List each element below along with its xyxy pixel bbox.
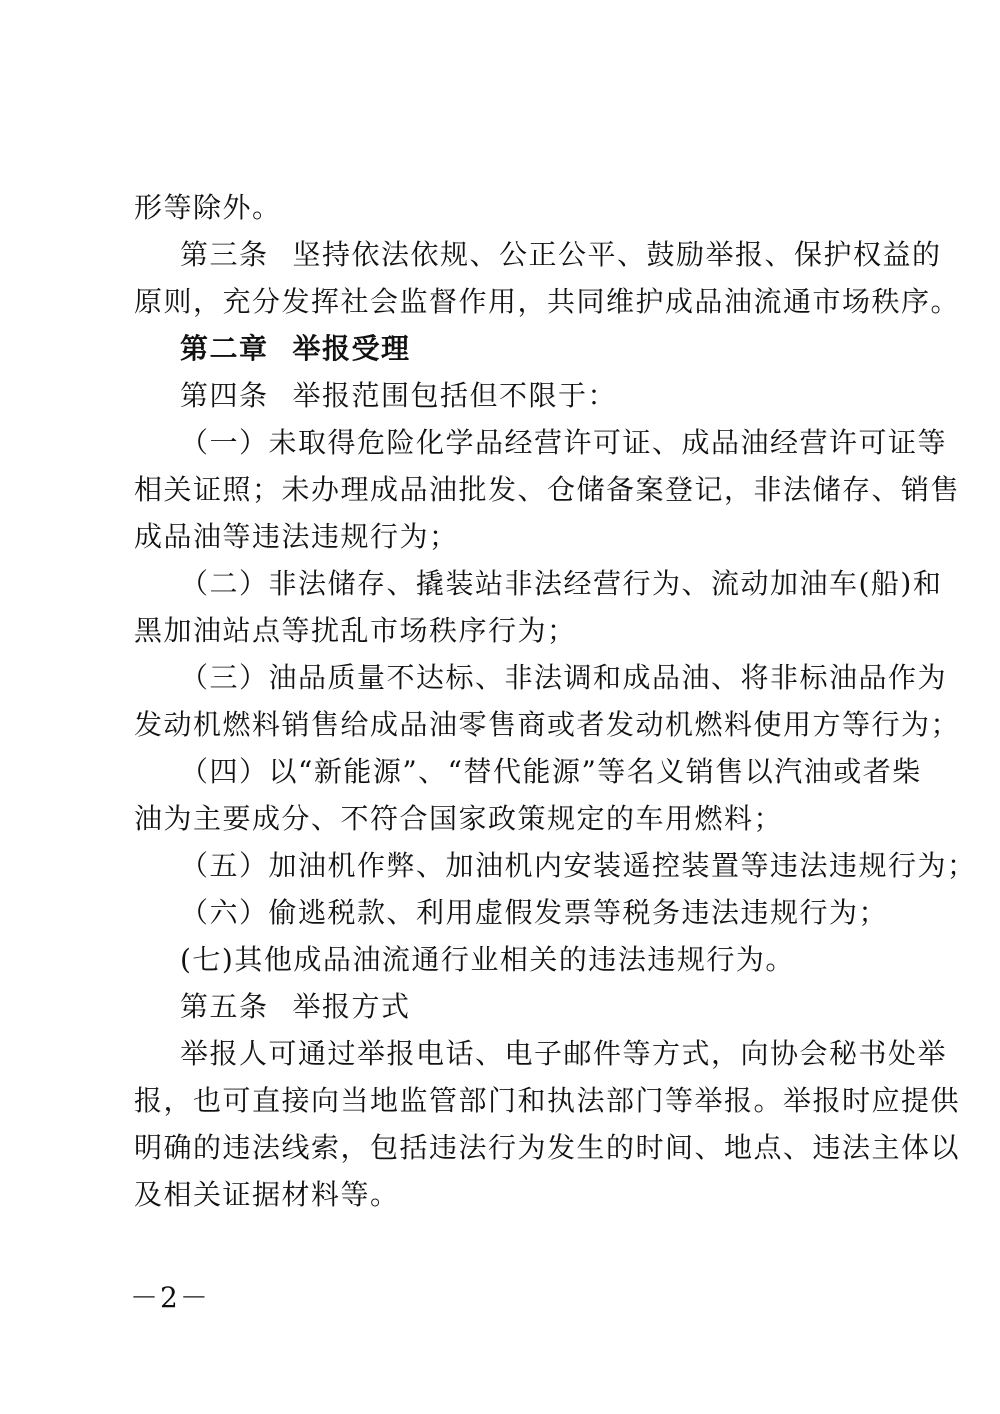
list-item-line: （四）以“新能源”、“替代能源”等名义销售以汽油或者柴: [180, 755, 922, 788]
paragraph-line: 举报人可通过举报电话、电子邮件等方式，向协会秘书处举: [180, 1037, 948, 1070]
article-text: 坚持依法依规、公正公平、鼓励举报、保护权益的: [292, 238, 942, 271]
article-4-first-line: [180, 376, 617, 416]
list-item-line: （三）油品质量不达标、非法调和成品油、将非标油品作为: [180, 661, 948, 694]
article-5-first-line: [180, 987, 411, 1027]
list-item-line: (七)其他成品油流通行业相关的违法违规行为。: [180, 943, 795, 976]
page-number: －2－: [130, 1281, 210, 1314]
text-line: 相关证照；未办理成品油批发、仓储备案登记，非法储存、销售: [134, 473, 961, 506]
text-line: 及相关证据材料等。: [134, 1178, 400, 1211]
chapter-heading: [180, 329, 411, 369]
text-line: 明确的违法线索，包括违法行为发生的时间、地点、违法主体以: [134, 1131, 961, 1164]
text-line: 油为主要成分、不符合国家政策规定的车用燃料；: [134, 802, 784, 835]
article-label: 第四条: [180, 379, 269, 412]
text-line: 发动机燃料销售给成品油零售商或者发动机燃料使用方等行为；: [134, 708, 961, 741]
article-text: 举报方式: [292, 990, 411, 1023]
chapter-label: 第二章: [180, 332, 269, 365]
text-line: 成品油等违法违规行为；: [134, 520, 459, 553]
list-item-line: （六）偷逃税款、利用虚假发票等税务违法违规行为；: [180, 896, 889, 929]
text-line: 黑加油站点等扰乱市场秩序行为；: [134, 614, 577, 647]
list-item-line: （一）未取得危险化学品经营许可证、成品油经营许可证等: [180, 426, 948, 459]
text-line: 形等除外。: [134, 191, 282, 224]
list-item-line: （二）非法储存、撬装站非法经营行为、流动加油车(船)和: [180, 567, 943, 600]
chapter-title: 举报受理: [292, 332, 411, 365]
text-line: 报，也可直接向当地监管部门和执法部门等举报。举报时应提供: [134, 1084, 961, 1117]
article-3-first-line: [180, 235, 942, 275]
article-text: 举报范围包括但不限于：: [292, 379, 618, 412]
article-label: 第三条: [180, 238, 269, 271]
text-line: 原则，充分发挥社会监督作用，共同维护成品油流通市场秩序。: [134, 285, 961, 318]
list-item-line: （五）加油机作弊、加油机内安装遥控装置等违法违规行为；: [180, 849, 977, 882]
article-label: 第五条: [180, 990, 269, 1023]
